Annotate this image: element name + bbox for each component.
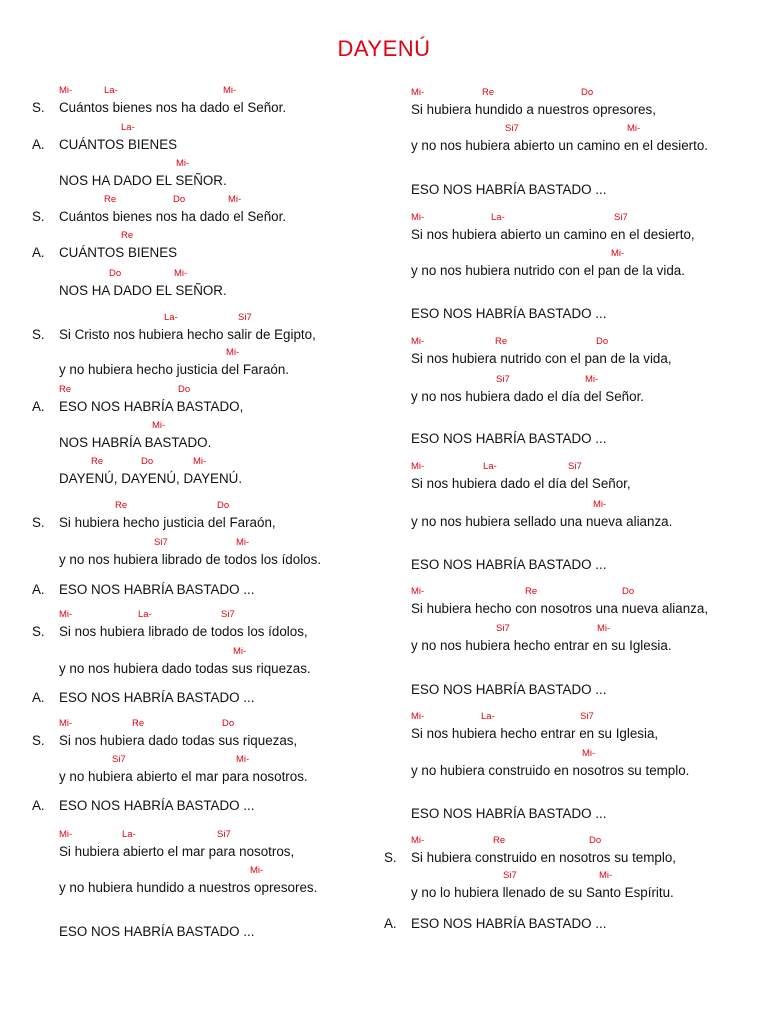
lyric-line: y no hubiera hecho justicia del Faraón. <box>59 362 290 377</box>
lyric-line: Si nos hubiera hecho entrar en su Iglesia, <box>411 726 659 741</box>
chord-mark: Mi- <box>236 537 250 548</box>
lyric-line: ESO NOS HABRÍA BASTADO ... <box>411 306 607 321</box>
chord-mark: Do <box>596 336 609 347</box>
lyric-line: ESO NOS HABRÍA BASTADO ... <box>411 806 607 821</box>
voice-label: A. <box>32 798 45 813</box>
lyric-line: Si nos hubiera nutrido con el pan de la vida, <box>411 351 672 366</box>
chord-mark: Si7 <box>221 609 235 620</box>
chord-mark: Re <box>59 384 72 395</box>
chord-mark: Si7 <box>238 312 252 323</box>
chord-mark: Mi- <box>411 586 425 597</box>
chord-mark: La- <box>121 122 135 133</box>
lyric-line: ESO NOS HABRÍA BASTADO ... <box>411 182 607 197</box>
lyric-line: Cuántos bienes nos ha dado el Señor. <box>59 100 287 115</box>
chord-mark: Mi- <box>627 123 641 134</box>
lyric-line: y no hubiera construido en nosotros su templo. <box>411 763 690 778</box>
voice-label: A. <box>32 137 45 152</box>
chord-mark: Re <box>493 835 506 846</box>
lyric-line: Si Cristo nos hubiera hecho salir de Egipto, <box>59 327 316 342</box>
lyric-line: CUÁNTOS BIENES <box>59 137 178 152</box>
chord-mark: Mi- <box>236 754 250 765</box>
voice-label: A. <box>32 690 45 705</box>
lyric-line: Si hubiera construido en nosotros su templo, <box>411 850 676 865</box>
lyric-line: DAYENÚ, DAYENÚ, DAYENÚ. <box>59 471 243 486</box>
lyric-line: Si hubiera hundido a nuestros opresores, <box>411 102 656 117</box>
chord-mark: Mi- <box>223 85 237 96</box>
lyric-line: NOS HA DADO EL SEÑOR. <box>59 173 227 188</box>
lyric-line: ESO NOS HABRÍA BASTADO ... <box>59 798 255 813</box>
chord-mark: Do <box>589 835 602 846</box>
chord-mark: Si7 <box>505 123 519 134</box>
chord-mark: Do <box>217 500 230 511</box>
chord-mark: Re <box>525 586 538 597</box>
chord-mark: Mi- <box>226 347 240 358</box>
chord-mark: Mi- <box>59 85 73 96</box>
lyric-line: y no nos hubiera librado de todos los ídolos. <box>59 552 322 567</box>
chord-mark: Mi- <box>59 829 73 840</box>
chord-mark: Re <box>121 230 134 241</box>
chord-mark: Mi- <box>411 461 425 472</box>
chord-mark: Mi- <box>593 499 607 510</box>
lyric-line: y no nos hubiera abierto un camino en el desierto. <box>411 138 709 153</box>
lyric-line: ESO NOS HABRÍA BASTADO ... <box>59 924 255 939</box>
chord-mark: Re <box>104 194 117 205</box>
chord-mark: Do <box>178 384 191 395</box>
voice-label: A. <box>384 916 397 931</box>
chord-mark: Si7 <box>614 212 628 223</box>
lyric-line: y no hubiera hundido a nuestros opresores. <box>59 880 318 895</box>
voice-label: A. <box>32 399 45 414</box>
chord-mark: Mi- <box>250 865 264 876</box>
chord-mark: Mi- <box>176 158 190 169</box>
chord-mark: Do <box>222 718 235 729</box>
lyric-line: Si nos hubiera dado el día del Señor, <box>411 476 631 491</box>
chord-mark: Re <box>495 336 508 347</box>
chord-mark: La- <box>491 212 505 223</box>
chord-mark: Mi- <box>174 268 188 279</box>
chord-mark: Mi- <box>411 711 425 722</box>
lyric-line: Si nos hubiera abierto un camino en el desierto, <box>411 227 695 242</box>
chord-mark: La- <box>481 711 495 722</box>
chord-mark: Mi- <box>228 194 242 205</box>
chord-mark: Si7 <box>154 537 168 548</box>
chord-mark: Si7 <box>112 754 126 765</box>
chord-mark: Mi- <box>411 87 425 98</box>
chord-mark: Mi- <box>597 623 611 634</box>
chord-mark: Mi- <box>585 374 599 385</box>
chord-mark: Si7 <box>496 374 510 385</box>
lyric-line: y no nos hubiera dado el día del Señor. <box>411 389 645 404</box>
lyric-line: y no lo hubiera llenado de su Santo Espíritu. <box>411 885 674 900</box>
voice-label: A. <box>32 245 45 260</box>
lyric-line: y no nos hubiera sellado una nueva alianza. <box>411 514 673 529</box>
chord-mark: Mi- <box>59 609 73 620</box>
chord-mark: Mi- <box>233 646 247 657</box>
chord-mark: Si7 <box>496 623 510 634</box>
lyric-line: ESO NOS HABRÍA BASTADO ... <box>411 682 607 697</box>
song-title: DAYENÚ <box>337 36 431 61</box>
lyric-line: y no nos hubiera dado todas sus riquezas. <box>59 661 311 676</box>
chord-mark: Do <box>141 456 154 467</box>
chord-mark: La- <box>122 829 136 840</box>
voice-label: A. <box>32 582 45 597</box>
voice-label: S. <box>32 733 45 748</box>
lyric-line: NOS HA DADO EL SEÑOR. <box>59 283 227 298</box>
lyric-line: NOS HABRÍA BASTADO. <box>59 435 212 450</box>
chord-mark: Do <box>109 268 122 279</box>
lyric-line: y no hubiera abierto el mar para nosotros. <box>59 769 308 784</box>
lyric-line: ESO NOS HABRÍA BASTADO, <box>59 399 244 414</box>
lyric-line: Si nos hubiera librado de todos los ídolos, <box>59 624 308 639</box>
chord-mark: La- <box>104 85 118 96</box>
chord-mark: Do <box>581 87 594 98</box>
voice-label: S. <box>32 327 45 342</box>
chord-mark: La- <box>164 312 178 323</box>
lyric-line: ESO NOS HABRÍA BASTADO ... <box>59 582 255 597</box>
voice-label: S. <box>32 100 45 115</box>
chord-mark: Mi- <box>582 748 596 759</box>
lyric-line: ESO NOS HABRÍA BASTADO ... <box>411 557 607 572</box>
chord-mark: Mi- <box>611 248 625 259</box>
chord-mark: Re <box>132 718 145 729</box>
chord-mark: Mi- <box>411 212 425 223</box>
chord-mark: Do <box>622 586 635 597</box>
lyric-line: y no nos hubiera hecho entrar en su Iglesia. <box>411 638 672 653</box>
chord-mark: Si7 <box>580 711 594 722</box>
chord-mark: Si7 <box>503 870 517 881</box>
lyric-line: ESO NOS HABRÍA BASTADO ... <box>411 431 607 446</box>
chord-mark: Re <box>91 456 104 467</box>
lyric-line: Cuántos bienes nos ha dado el Señor. <box>59 209 287 224</box>
chord-mark: Do <box>173 194 186 205</box>
lyric-line: Si hubiera hecho con nosotros una nueva alianza, <box>411 601 709 616</box>
voice-label: S. <box>32 624 45 639</box>
lyric-line: y no nos hubiera nutrido con el pan de la vida. <box>411 263 685 278</box>
chord-mark: La- <box>138 609 152 620</box>
chord-mark: Si7 <box>217 829 231 840</box>
lyric-line: ESO NOS HABRÍA BASTADO ... <box>59 690 255 705</box>
chord-mark: Mi- <box>411 336 425 347</box>
lyric-line: Si hubiera hecho justicia del Faraón, <box>59 515 276 530</box>
voice-label: S. <box>32 209 45 224</box>
chord-mark: Mi- <box>193 456 207 467</box>
lyric-line: Si nos hubiera dado todas sus riquezas, <box>59 733 298 748</box>
chord-mark: La- <box>483 461 497 472</box>
lyric-line: Si hubiera abierto el mar para nosotros, <box>59 844 295 859</box>
chord-mark: Re <box>115 500 128 511</box>
chord-mark: Si7 <box>568 461 582 472</box>
voice-label: S. <box>384 850 397 865</box>
lyric-line: CUÁNTOS BIENES <box>59 245 178 260</box>
chord-mark: Re <box>482 87 495 98</box>
chord-mark: Mi- <box>411 835 425 846</box>
lyric-line: ESO NOS HABRÍA BASTADO ... <box>411 916 607 931</box>
chord-mark: Mi- <box>59 718 73 729</box>
chord-mark: Mi- <box>152 420 166 431</box>
chord-mark: Mi- <box>599 870 613 881</box>
voice-label: S. <box>32 515 45 530</box>
